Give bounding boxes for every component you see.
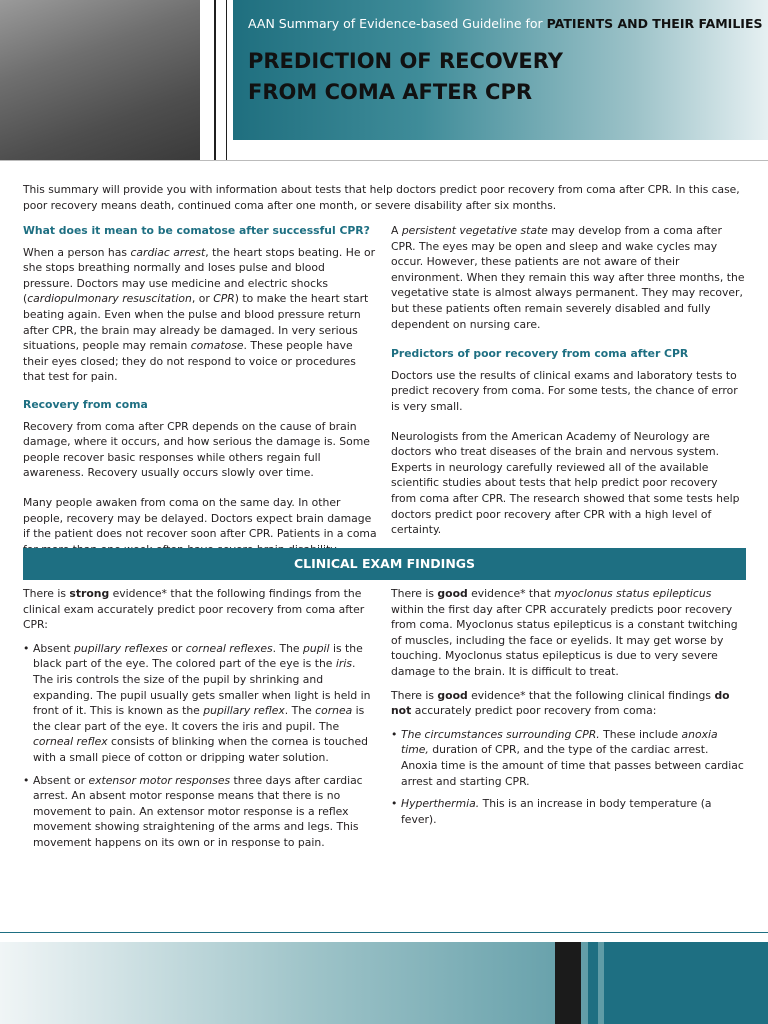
section-heading: What does it mean to be comatose after successful CPR? xyxy=(23,224,370,237)
list-item: • Absent pupillary reflexes or corneal reflexes. The pupil is the black part of the eye. The colored part of the eye is the iris. The iris controls the size of the pupil by shrinking and expanding. The pupil usually gets smaller when light is held in front of it. This is known as the pupillary reflex. The cornea is the clear part of the eye. It covers the iris and pupil. The corneal reflex consists of blinking when the cornea is touched with a small piece of cotton or dripping water solution. xyxy=(23,641,378,766)
paragraph: Many people awaken from coma on the same day. In other people, recovery may be delayed. Doctors expect brain damage if the patient does not recover soon after CPR. Patients in a coma xyxy=(23,495,377,541)
column-left-top xyxy=(23,223,378,565)
column-right-bottom xyxy=(391,586,746,834)
findings-list xyxy=(391,727,746,828)
findings-list xyxy=(23,641,378,851)
footer-rule xyxy=(0,932,768,933)
audience-label: PATIENTS AND THEIR FAMILIES xyxy=(546,16,763,31)
footer-stripe xyxy=(588,942,598,1024)
header-rule xyxy=(0,160,768,161)
intro-paragraph: This summary will provide you with information about tests that help doctors predict poor recovery from coma after CPR. In this case, poor recovery means death, continued coma after one month, or severe disability after six months. xyxy=(23,183,740,212)
column-right-top xyxy=(391,223,746,546)
page-title xyxy=(248,46,563,108)
header-divider xyxy=(226,0,227,161)
header-photo xyxy=(0,0,200,161)
list-item: • The circumstances surrounding CPR. These include anoxia time, duration of CPR, and the type of the cardiac arrest. Anoxia time is the amount of time that passes between cardiac arrest and starting CPR. xyxy=(391,727,746,789)
clinical-exam-findings-heading: CLINICAL EXAM FINDINGS xyxy=(23,548,746,580)
paragraph: Doctors use the results of clinical exams and laboratory tests to predict recovery from coma. For some tests, the chance of error is very small. xyxy=(391,368,738,413)
paragraph: There is strong evidence* that the following findings from the clinical exam accurately predict poor recovery from coma after CPR: xyxy=(23,587,365,632)
section-heading: Recovery from coma xyxy=(23,397,148,411)
paragraph: There is good evidence* that the following clinical findings do not accurately predict poor recovery from coma: xyxy=(391,688,730,718)
paragraph: There is good evidence* that myoclonus status epilepticus within the first day after CPR accurately predicts poor recovery from coma. Myoclonus status epilepticus is a constant twitching of muscles, including the face or eyelids. It may get worse by touching. Myoclonus status epilepticus is due to very severe damage to the brain. It is difficult to treat. xyxy=(391,587,738,678)
column-left-bottom xyxy=(23,586,378,858)
title-line-1: PREDICTION OF RECOVERY xyxy=(248,49,563,73)
list-item: • Absent or extensor motor responses three days after cardiac arrest. An absent motor response means that there is no movement to pain. An extensor motor response is a reflex movement showing straightening of the arms and legs. This movement happens on its own or in response to pain. xyxy=(23,773,378,851)
section-heading: Predictors of poor recovery from coma after CPR xyxy=(391,347,689,361)
paragraph: A persistent vegetative state may develop from a coma after CPR. The eyes may be open and sleep and wake cycles may occur. However, these patients are not aware of their environment. When they remain this way after three months, the vegetative state is almost always permanent. They may recover, but these patients often remain severely disabled and fully dependent on nursing care. xyxy=(391,224,745,331)
series-prefix: AAN Summary of Evidence-based Guideline for xyxy=(248,16,547,31)
paragraph: Recovery from coma after CPR depends on the cause of brain damage, where it occurs, and how serious the damage is. Some people recover basic responses while others regain full awareness. Recovery usually occurs slowly over time. xyxy=(23,419,370,480)
series-line xyxy=(248,16,763,31)
title-line-2: FROM COMA AFTER CPR xyxy=(248,80,533,104)
header-divider xyxy=(214,0,216,161)
paragraph: When a person has cardiac arrest, the heart stops beating. He or she stops breathing normally and loses pulse and blood pressure. Doctors may use medicine and electric shocks (cardiopulmonary resuscitation, or CPR) to make the heart start beating again. Even when the pulse and blood pressure return after CPR, the brain may already be damaged. In very serious situations, people may remain comatose. These people have their eyes closed; they do not respond to voice or procedures that test for pain. xyxy=(23,245,376,384)
paragraph: Neurologists from the American Academy of Neurology are doctors who treat diseases of the brain and nervous system. Experts in neurology carefully reviewed all of the available scientific studies about tests that help predict poor recovery from coma after CPR. The research showed that some tests help doctors predict poor recovery after CPR with a high level of certainty. xyxy=(391,429,740,537)
footer-stripe xyxy=(555,942,581,1024)
footer-block xyxy=(604,942,768,1024)
list-item: • Hyperthermia. This is an increase in body temperature (a fever). xyxy=(391,796,746,827)
